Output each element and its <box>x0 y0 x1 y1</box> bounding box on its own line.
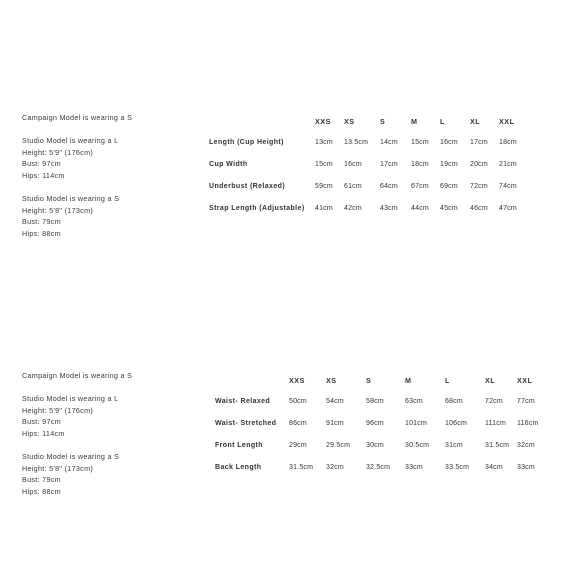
table-cell: 44cm <box>411 205 429 212</box>
size-header: S <box>380 117 386 126</box>
table-row <box>209 161 529 183</box>
table-cell: 13.5cm <box>344 139 369 146</box>
studio-model-2-hips: Hips: 88cm <box>22 228 61 238</box>
table-cell: 18cm <box>499 139 517 146</box>
size-table <box>215 376 547 486</box>
table-cell: 32cm <box>517 442 535 449</box>
size-header-row <box>209 117 529 139</box>
table-cell: 15cm <box>315 161 333 168</box>
studio-model-1-bust: Bust: 97cm <box>22 159 61 169</box>
table-cell: 31cm <box>445 442 463 449</box>
size-header: M <box>411 117 418 126</box>
studio-model-1-height: Height: 5'9" (176cm) <box>22 405 94 415</box>
table-cell: 17cm <box>470 139 488 146</box>
table-cell: 74cm <box>499 183 517 190</box>
studio-model-2-bust: Bust: 79cm <box>22 475 61 485</box>
size-header: L <box>445 376 450 385</box>
studio-model-2-height: Height: 5'8" (173cm) <box>22 205 94 215</box>
table-row <box>209 183 529 205</box>
table-cell: 33.5cm <box>445 464 470 471</box>
row-label: Waist- Relaxed <box>215 398 271 405</box>
table-cell: 61cm <box>344 183 362 190</box>
studio-model-2-bust: Bust: 79cm <box>22 217 61 227</box>
row-label: Strap Length (Adjustable) <box>209 205 305 212</box>
row-label: Back Length <box>215 464 262 471</box>
table-cell: 30.5cm <box>405 442 430 449</box>
studio-model-2-hips: Hips: 88cm <box>22 486 61 496</box>
table-cell: 101cm <box>405 420 428 427</box>
table-cell: 32cm <box>326 464 344 471</box>
studio-model-1-bust: Bust: 97cm <box>22 417 61 427</box>
size-header-row <box>215 376 547 398</box>
header-spacer <box>215 376 289 398</box>
table-cell: 33cm <box>405 464 423 471</box>
studio-model-1-hips: Hips: 114cm <box>22 428 65 438</box>
table-cell: 64cm <box>380 183 398 190</box>
size-header: XL <box>470 117 481 126</box>
table-cell: 68cm <box>445 398 463 405</box>
size-header: XXS <box>289 376 305 385</box>
row-label: Front Length <box>215 442 263 449</box>
studio-model-1-height: Height: 5'9" (176cm) <box>22 147 94 157</box>
size-header: XS <box>326 376 337 385</box>
size-header: XXS <box>315 117 331 126</box>
table-cell: 43cm <box>380 205 398 212</box>
table-cell: 91cm <box>326 420 344 427</box>
row-label: Cup Width <box>209 161 248 168</box>
table-cell: 46cm <box>470 205 488 212</box>
size-header: L <box>440 117 445 126</box>
table-cell: 21cm <box>499 161 517 168</box>
table-cell: 16cm <box>440 139 458 146</box>
campaign-model-text: Campaign Model is wearing a S <box>22 113 133 122</box>
studio-model-1-hips: Hips: 114cm <box>22 170 65 180</box>
table-cell: 59cm <box>315 183 333 190</box>
table-cell: 19cm <box>440 161 458 168</box>
studio-model-2-text: Studio Model is wearing a S <box>22 193 120 203</box>
table-cell: 86cm <box>289 420 307 427</box>
table-cell: 45cm <box>440 205 458 212</box>
table-cell: 14cm <box>380 139 398 146</box>
studio-model-2-height: Height: 5'8" (173cm) <box>22 463 94 473</box>
size-header: XXL <box>499 117 515 126</box>
table-cell: 41cm <box>315 205 333 212</box>
row-label: Waist- Stretched <box>215 420 277 427</box>
table-cell: 31.5cm <box>485 442 510 449</box>
size-header: XXL <box>517 376 533 385</box>
table-cell: 50cm <box>289 398 307 405</box>
table-cell: 29cm <box>289 442 307 449</box>
campaign-model-text: Campaign Model is wearing a S <box>22 371 133 380</box>
table-cell: 47cm <box>499 205 517 212</box>
table-cell: 29.5cm <box>326 442 351 449</box>
table-row <box>209 139 529 161</box>
studio-model-1-text: Studio Model is wearing a L <box>22 136 119 146</box>
table-row <box>215 442 547 464</box>
size-table <box>209 117 529 227</box>
table-cell: 77cm <box>517 398 535 405</box>
table-cell: 58cm <box>366 398 384 405</box>
table-cell: 72cm <box>485 398 503 405</box>
size-header: XL <box>485 376 496 385</box>
table-row <box>215 398 547 420</box>
table-cell: 16cm <box>344 161 362 168</box>
table-row <box>215 420 547 442</box>
table-cell: 33cm <box>517 464 535 471</box>
table-cell: 67cm <box>411 183 429 190</box>
row-label: Underbust (Relaxed) <box>209 183 286 190</box>
table-cell: 30cm <box>366 442 384 449</box>
table-cell: 13cm <box>315 139 333 146</box>
table-row <box>209 205 529 227</box>
table-cell: 31.5cm <box>289 464 314 471</box>
size-header: S <box>366 376 372 385</box>
table-cell: 15cm <box>411 139 429 146</box>
table-cell: 42cm <box>344 205 362 212</box>
table-cell: 18cm <box>411 161 429 168</box>
table-cell: 116cm <box>517 420 539 427</box>
table-cell: 72cm <box>470 183 488 190</box>
table-cell: 34cm <box>485 464 503 471</box>
table-row <box>215 464 547 486</box>
model-info <box>22 370 132 497</box>
table-cell: 96cm <box>366 420 384 427</box>
table-cell: 106cm <box>445 420 468 427</box>
table-cell: 111cm <box>485 420 506 427</box>
table-cell: 63cm <box>405 398 423 405</box>
table-cell: 17cm <box>380 161 398 168</box>
table-cell: 69cm <box>440 183 458 190</box>
size-header: M <box>405 376 412 385</box>
row-label: Length (Cup Height) <box>209 139 284 146</box>
studio-model-2-text: Studio Model is wearing a S <box>22 451 120 461</box>
size-header: XS <box>344 117 355 126</box>
model-info <box>22 112 132 239</box>
table-cell: 20cm <box>470 161 488 168</box>
table-cell: 54cm <box>326 398 344 405</box>
header-spacer <box>209 117 315 139</box>
table-cell: 32.5cm <box>366 464 391 471</box>
studio-model-1-text: Studio Model is wearing a L <box>22 394 119 404</box>
